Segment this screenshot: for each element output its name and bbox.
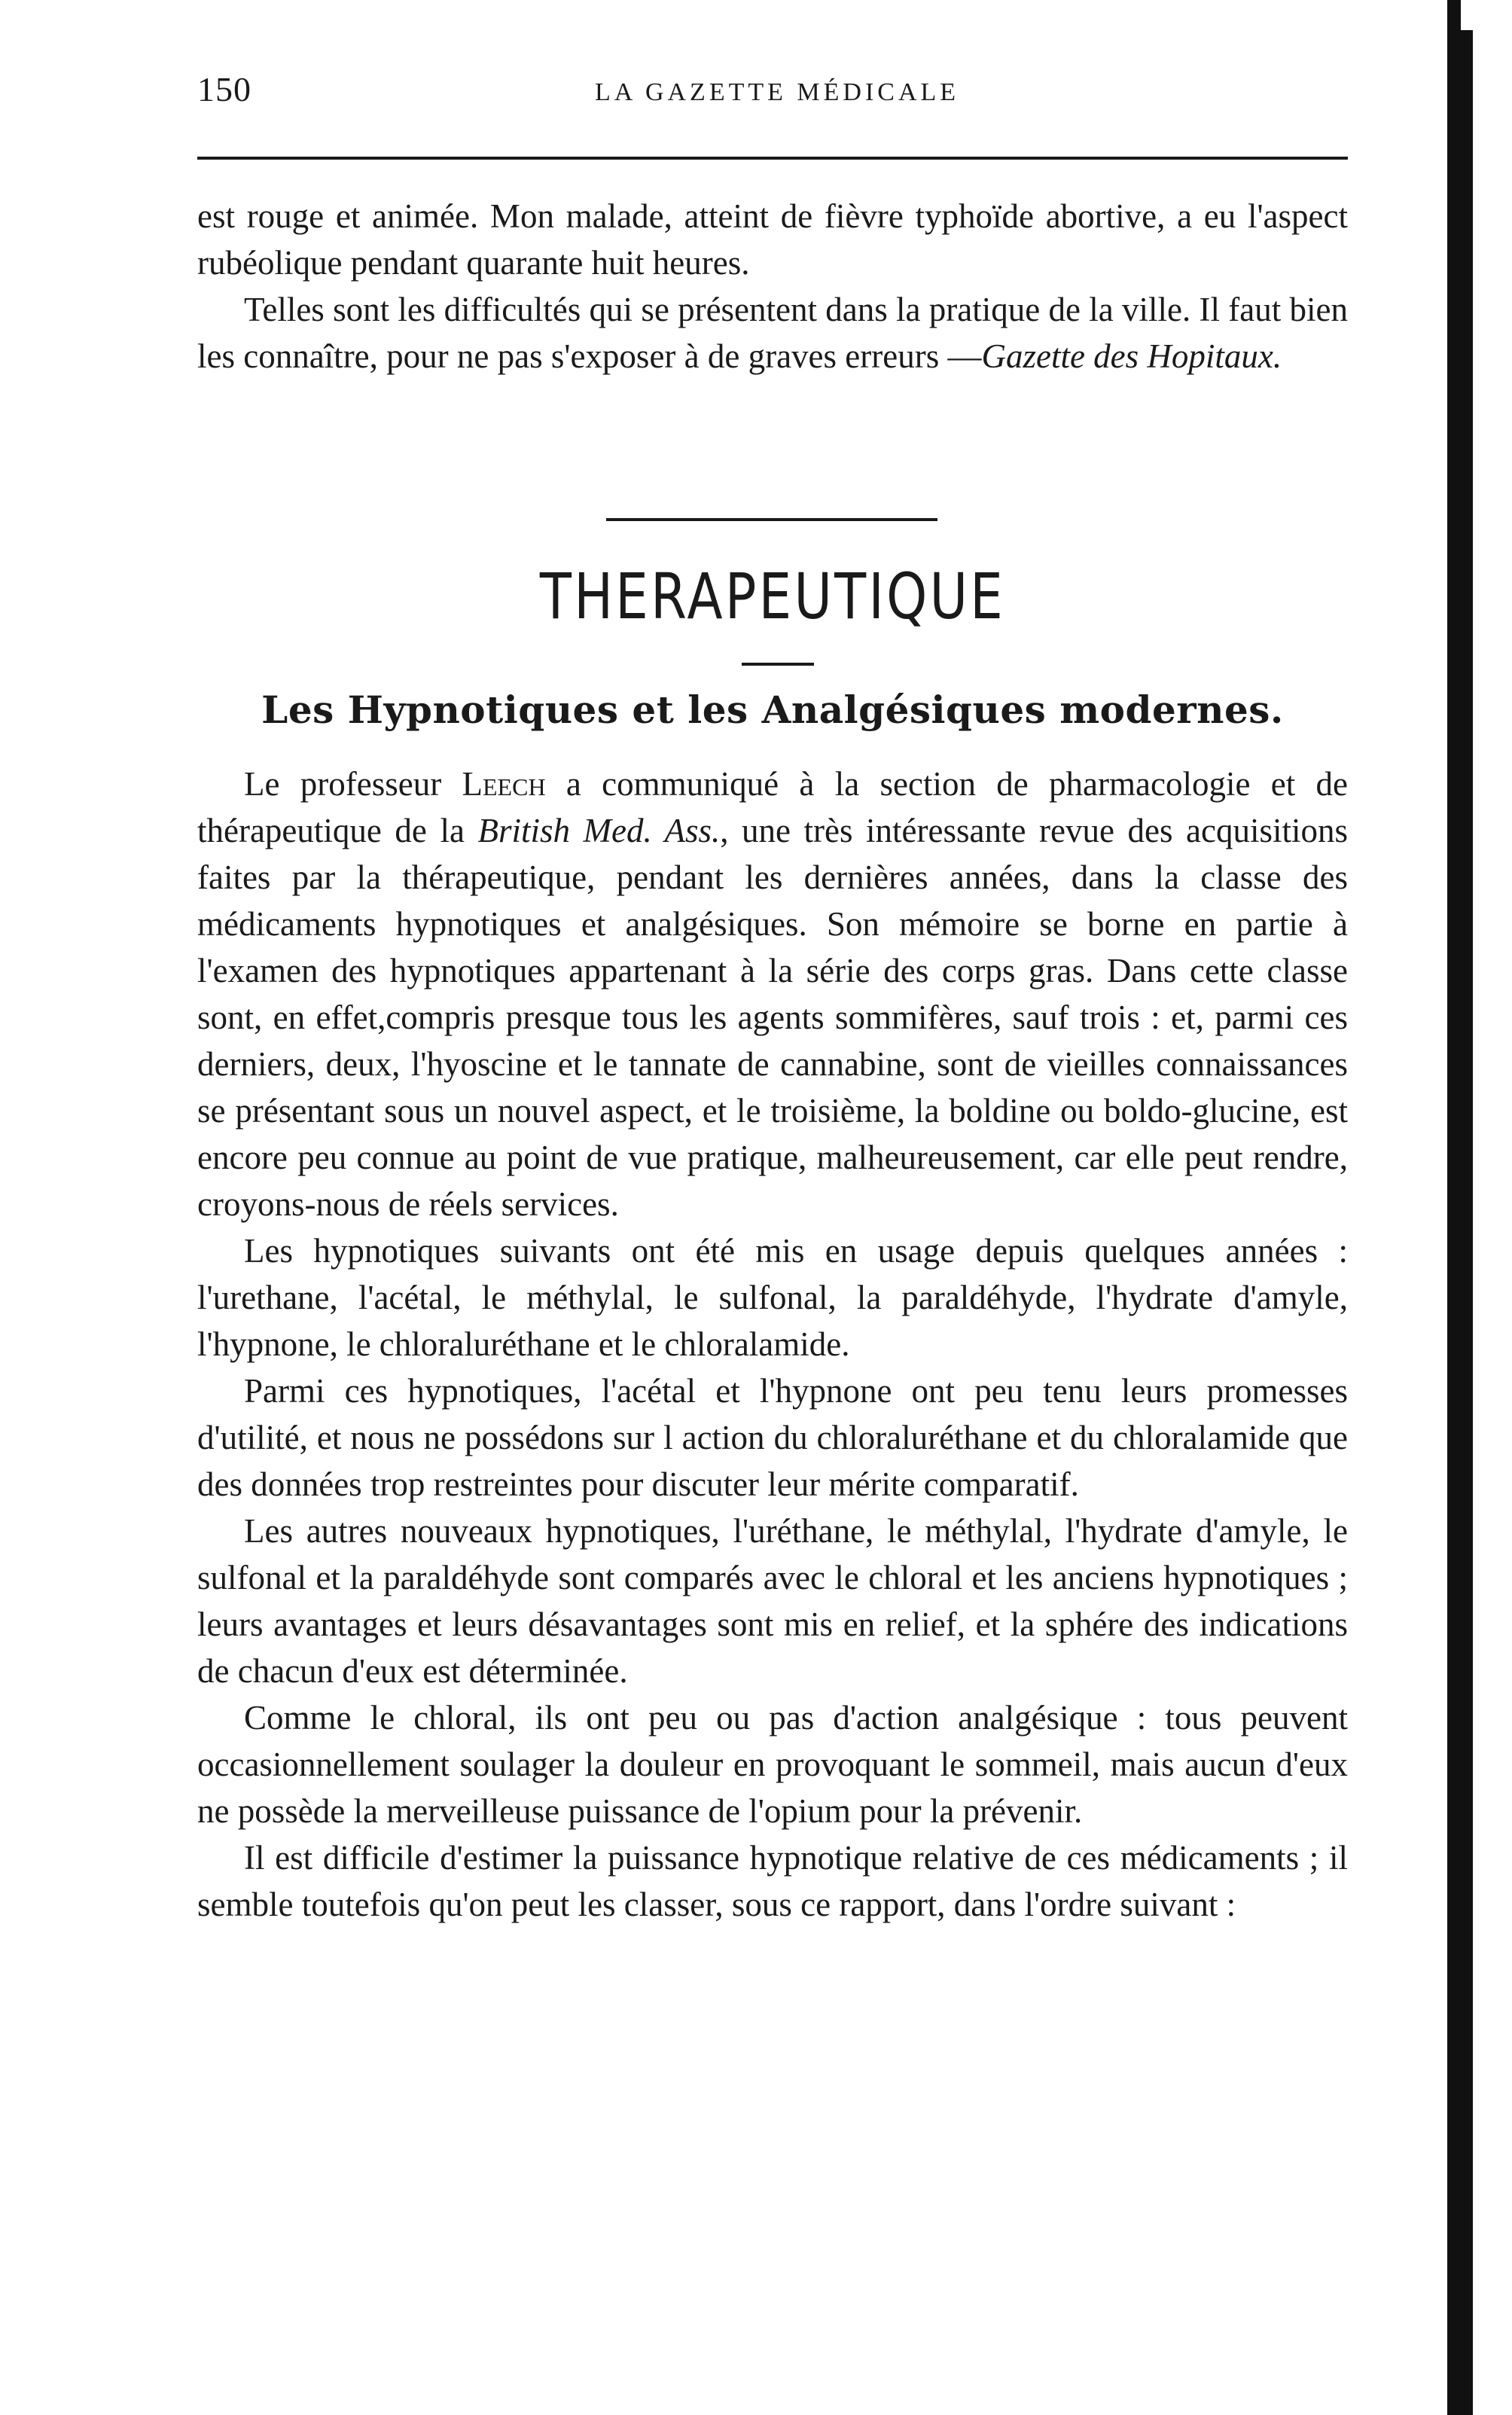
p1-part2: a communiqué à la section de pharmacologie et de thérapeutique de la xyxy=(197,765,1348,849)
intro-paragraph-1: est rouge et animée. Mon malade, atteint de fièvre typhoïde abortive, a eu l'aspect rubéolique pendant quarante huit heures. xyxy=(197,197,1348,282)
article-paragraph-6: Il est difficile d'estimer la puissance hypnotique relative de ces médicaments ; il semble toutefois qu'on peut les classer, sous ce rapport, dans l'ordre suivant : xyxy=(197,1839,1348,1923)
article-paragraph-2: Les hypnotiques suivants ont été mis en usage depuis quelques années : l'urethane, l'acétal, le méthylal, le sulfonal, la paraldéhyde, l'hydrate d'amyle, l'hypnone, le chloraluréthane et le chloralamide. xyxy=(197,1232,1348,1363)
scan-edge-border xyxy=(1447,0,1473,2415)
author-name: Leech xyxy=(462,765,546,803)
section-divider-rule xyxy=(606,518,937,521)
section-title: THERAPEUTIQUE xyxy=(539,560,1006,633)
article-paragraph-3: Parmi ces hypnotiques, l'acétal et l'hypnone ont peu tenu leurs promesses d'utilité, et nous ne possédons sur l action du chloraluréthane et du chloralamide que des données trop restreintes pour discuter leur mérite comparatif. xyxy=(197,1372,1348,1503)
journal-title: LA GAZETTE MÉDICALE xyxy=(595,78,960,106)
p1-part1: Le professeur xyxy=(244,765,462,803)
page-number: 150 xyxy=(197,70,251,108)
article-paragraph-1 xyxy=(197,761,1348,1227)
article-paragraph-4: Les autres nouveaux hypnotiques, l'uréthane, le méthylal, l'hydrate d'amyle, le sulfonal et la paraldéhyde sont comparés avec le chloral et les anciens hypnotiques ; leurs avantages et leurs désavantages sont mis en relief, et la sphére des indications de chacun d'eux est déterminée. xyxy=(197,1512,1348,1690)
header-rule xyxy=(197,157,1348,160)
intro-paragraph-2-text: Telles sont les difficultés qui se présentent dans la pratique de la ville. Il faut bien les connaître, pour ne pas s'exposer à de graves erreurs — xyxy=(197,291,1348,375)
journal-reference: British Med. Ass. xyxy=(477,812,721,849)
article-title: Les Hypnotiques et les Analgésiques modernes. xyxy=(261,688,1284,732)
article-body xyxy=(197,761,1348,1928)
running-head xyxy=(188,69,1348,130)
scan-edge-notch xyxy=(1461,0,1473,30)
intro-paragraph-2 xyxy=(197,286,1348,380)
intro-text xyxy=(197,193,1348,380)
article-paragraph-5: Comme le chloral, ils ont peu ou pas d'action analgésique : tous peuvent occasionnellement soulager la douleur en provoquant le sommeil, mais aucun d'eux ne possède la merveilleuse puissance de l'opium pour la prévenir. xyxy=(197,1699,1348,1830)
title-short-rule xyxy=(742,663,814,666)
p1-part3: , une très intéressante revue des acquisitions faites par la thérapeutique, pendant les dernières années, dans la classe des médicaments hypnotiques et analgésiques. Son mémoire se borne en partie à l'examen des hypnotiques appartenant à la série des corps gras. Dans cette classe sont, en effet,compris presque tous les agents sommifères, sauf trois : et, parmi ces derniers, deux, l'hyoscine et le tannate de cannabine, sont de vieilles connaissances se présentant sous un nouvel aspect, et le troisième, la boldine ou boldo-glucine, est encore peu connue au point de vue pratique, malheureusement, car elle peut rendre, croyons-nous de réels services. xyxy=(197,812,1348,1223)
source-citation: Gazette des Hopitaux. xyxy=(981,337,1282,375)
